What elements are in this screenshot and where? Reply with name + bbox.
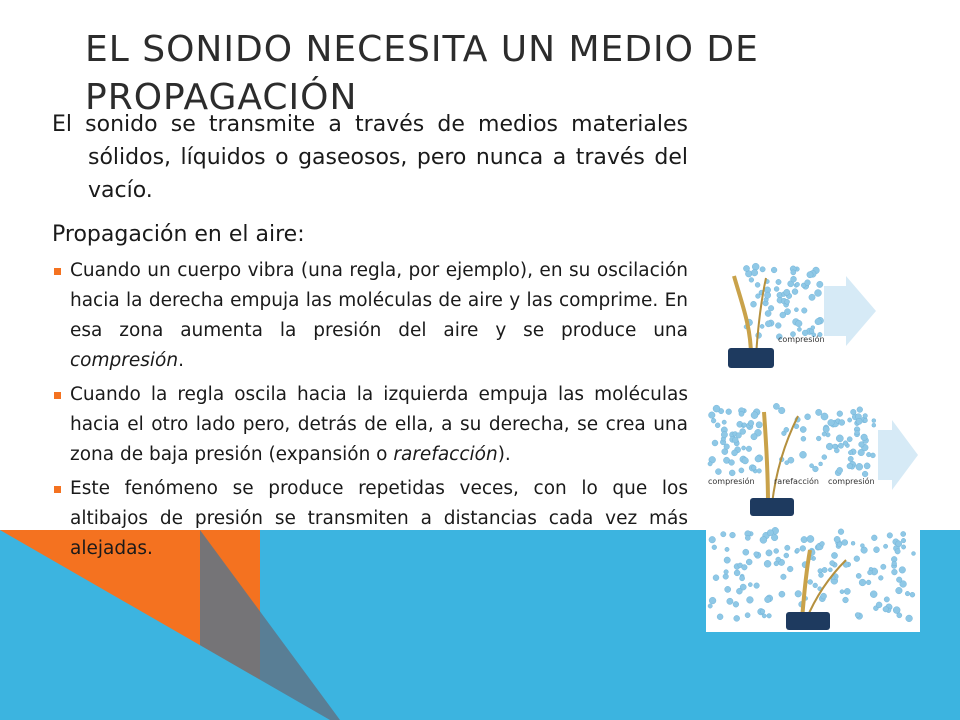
bullet-item-repetition — [52, 474, 688, 564]
molecule-dot — [791, 276, 797, 282]
molecule-dot — [870, 591, 877, 598]
molecule-dot — [760, 267, 765, 272]
molecule-dot — [778, 407, 785, 414]
molecule-dot — [721, 432, 727, 438]
molecule-dot — [870, 453, 875, 458]
molecule-dot — [787, 566, 793, 572]
molecule-dot — [837, 467, 843, 473]
molecule-dot — [749, 278, 754, 283]
base-clamp-icon — [728, 348, 774, 368]
molecule-dot — [856, 573, 861, 578]
molecule-dot — [861, 434, 868, 441]
molecule-dot — [774, 549, 779, 554]
molecule-dot — [843, 597, 849, 603]
molecule-dot — [724, 570, 729, 575]
molecule-dot — [866, 452, 871, 457]
molecule-dot — [756, 422, 762, 428]
molecule-dot — [896, 577, 902, 583]
molecule-dot — [755, 282, 760, 287]
molecule-dot — [838, 443, 843, 448]
molecule-dot — [795, 591, 802, 598]
molecule-dot — [866, 580, 871, 585]
molecule-dot — [776, 557, 781, 562]
molecule-dot — [897, 613, 902, 618]
bullet-item-rarefaction — [52, 380, 688, 470]
molecule-dot — [847, 437, 852, 442]
molecule-dot — [740, 576, 745, 581]
molecule-dot — [892, 569, 898, 575]
molecule-dot — [807, 272, 813, 278]
molecule-dot — [819, 462, 823, 466]
molecule-dot — [768, 305, 774, 311]
molecule-dot — [851, 541, 855, 545]
bullet-text-end: . — [178, 350, 184, 371]
molecule-dot — [751, 301, 757, 307]
molecule-dot — [755, 456, 761, 462]
molecule-dot — [726, 409, 732, 415]
molecule-dot — [765, 321, 771, 327]
molecule-dot — [810, 464, 814, 468]
molecule-dot — [784, 553, 789, 558]
molecule-dot — [816, 409, 822, 415]
molecule-dot — [896, 541, 902, 547]
molecule-dot — [859, 579, 866, 586]
molecule-dot — [751, 412, 758, 419]
molecule-dot — [884, 597, 889, 602]
arrow-right-icon — [878, 420, 918, 490]
molecule-dot — [760, 609, 765, 614]
intro-paragraph: El sonido se transmite a través de medios materiales sólidos, líquidos o gaseosos, pero nunca a través del vacío. — [52, 112, 688, 203]
molecule-dot — [811, 326, 815, 330]
molecule-dot — [805, 414, 811, 420]
molecule-dot — [848, 418, 852, 422]
molecule-dot — [765, 596, 771, 602]
molecule-dot — [861, 547, 868, 554]
molecule-dot — [784, 427, 789, 432]
molecule-dot — [725, 586, 731, 592]
molecule-dot — [826, 443, 833, 450]
molecule-dot — [823, 426, 829, 432]
molecule-dot — [843, 441, 848, 446]
molecule-dot — [773, 403, 779, 409]
molecule-dot — [734, 570, 740, 576]
molecule-dot — [796, 320, 803, 327]
molecule-dot — [779, 591, 785, 597]
compression-label-right: compresión — [828, 477, 875, 486]
molecule-dot — [734, 615, 740, 621]
molecule-dot — [821, 413, 828, 420]
molecule-dot — [822, 567, 827, 572]
molecule-dot — [771, 534, 778, 541]
molecule-dot — [855, 430, 860, 435]
molecule-dot — [837, 411, 843, 417]
molecule-dot — [821, 593, 827, 599]
molecule-dot — [800, 546, 806, 552]
molecule-dot — [764, 292, 770, 298]
molecule-dot — [901, 538, 906, 543]
molecule-dot — [751, 434, 757, 440]
molecule-dot — [802, 308, 808, 314]
molecule-dot — [892, 561, 897, 566]
molecule-dot — [860, 544, 864, 548]
molecule-dot — [905, 591, 910, 596]
illustration-repetition — [706, 524, 920, 632]
molecule-dot — [828, 568, 832, 572]
molecule-dot — [794, 308, 798, 312]
molecule-dot — [872, 423, 876, 427]
bullet-text: Cuando un cuerpo vibra (una regla, por ejemplo), en su oscilación hacia la derecha empuja las moléculas de aire y las comprime. En esa zona aumenta la presión del aire y se produce una — [70, 260, 688, 341]
molecule-dot — [715, 469, 721, 475]
molecule-dot — [840, 590, 844, 594]
molecule-dot — [801, 536, 807, 542]
molecule-dot — [805, 280, 811, 286]
molecule-dot — [742, 423, 746, 427]
molecule-dot — [887, 533, 893, 539]
molecule-dot — [729, 470, 735, 476]
illustration-compression — [706, 256, 920, 376]
molecule-dot — [785, 545, 790, 550]
molecule-dot — [785, 461, 789, 465]
molecule-dot — [784, 289, 790, 295]
ruler-icon — [802, 550, 810, 620]
bullet-emphasis: compresión — [70, 350, 179, 371]
molecule-dot — [760, 324, 764, 328]
molecule-dot — [808, 580, 813, 585]
molecule-dot — [848, 456, 853, 461]
molecule-dot — [781, 574, 787, 580]
molecule-dot — [791, 270, 796, 275]
molecule-dot — [722, 420, 726, 424]
molecule-dot — [839, 420, 845, 426]
molecule-dot — [836, 435, 843, 442]
molecule-dot — [717, 614, 723, 620]
molecule-dot — [746, 559, 752, 565]
molecule-dot — [809, 294, 815, 300]
molecule-dot — [878, 576, 883, 581]
molecule-dot — [765, 310, 771, 316]
molecule-dot — [834, 536, 840, 542]
bullet-list — [52, 256, 688, 564]
molecule-dot — [708, 462, 712, 466]
molecule-dot — [838, 529, 844, 535]
molecule-dot — [831, 552, 837, 558]
molecule-dot — [857, 407, 863, 413]
slide-title: EL SONIDO NECESITA UN MEDIO DE PROPAGACIÓN — [85, 29, 759, 118]
rarefaction-label: rarefacción — [774, 477, 819, 486]
molecule-dot — [872, 419, 876, 423]
molecule-dot — [817, 281, 823, 287]
molecule-dot — [725, 547, 729, 551]
molecule-dot — [760, 536, 767, 543]
molecule-dot — [708, 604, 712, 608]
bullet-text: Cuando la regla oscila hacia la izquierda empuja las moléculas hacia el otro lado pero, detrás de ella, a su derecha, se crea una zona de baja presión (expansión o — [70, 384, 688, 465]
molecule-dot — [901, 545, 905, 549]
molecule-dot — [837, 542, 842, 547]
molecule-dot — [709, 597, 716, 604]
molecule-dot — [856, 418, 862, 424]
molecule-dot — [851, 409, 857, 415]
molecule-dot — [752, 263, 759, 270]
compression-label-left: compresión — [708, 477, 755, 486]
molecule-dot — [764, 560, 771, 567]
molecule-dot — [748, 583, 752, 587]
molecule-dot — [748, 420, 754, 426]
molecule-dot — [896, 587, 903, 594]
molecule-dot — [910, 592, 915, 597]
molecule-dot — [742, 565, 748, 571]
molecule-dot — [746, 446, 752, 452]
molecule-dot — [780, 312, 786, 318]
slide-content — [52, 108, 688, 568]
molecule-dot — [864, 463, 870, 469]
molecule-dot — [754, 583, 760, 589]
molecule-dot — [732, 450, 738, 456]
molecule-dot — [844, 588, 850, 594]
molecule-dot — [771, 267, 777, 273]
molecule-dot — [766, 550, 772, 556]
molecule-dot — [815, 318, 821, 324]
bullet-marker-icon — [54, 268, 61, 275]
molecule-dot — [912, 552, 916, 556]
molecule-dot — [743, 265, 749, 271]
molecule-dot — [785, 299, 790, 304]
molecule-dot — [775, 323, 781, 329]
molecule-dot — [820, 541, 825, 546]
molecule-dot — [736, 588, 742, 594]
molecule-dot — [895, 549, 900, 554]
molecule-dot — [854, 556, 860, 562]
bullet-emphasis: rarefacción — [393, 444, 498, 465]
molecule-dot — [709, 412, 716, 419]
molecule-dot — [874, 547, 880, 553]
molecule-dot — [729, 460, 735, 466]
rarefaction-diagram — [706, 400, 920, 518]
bullet-marker-icon — [54, 392, 61, 399]
illustration-rarefaction — [706, 400, 920, 518]
molecule-dot — [754, 552, 759, 557]
molecule-dot — [842, 540, 848, 546]
molecule-dot — [859, 442, 865, 448]
molecule-dot — [856, 463, 863, 470]
molecule-dot — [800, 426, 806, 432]
compression-diagram — [706, 256, 920, 376]
repetition-diagram — [706, 524, 920, 632]
molecule-dot — [742, 446, 746, 450]
molecule-dot — [901, 531, 906, 536]
molecule-dot — [774, 287, 779, 292]
molecule-dot — [711, 418, 716, 423]
bullet-item-compression — [52, 256, 688, 376]
molecule-dot — [739, 411, 744, 416]
molecule-dot — [795, 548, 799, 552]
bullet-marker-icon — [54, 486, 61, 493]
molecule-dot — [727, 598, 733, 604]
molecule-dot — [745, 613, 750, 618]
molecule-dot — [828, 419, 835, 426]
molecule-dot — [807, 535, 814, 542]
molecule-dot — [712, 545, 717, 550]
molecule-dot — [724, 557, 730, 563]
molecule-dot — [743, 549, 749, 555]
molecule-dot — [847, 463, 853, 469]
molecule-dot — [855, 613, 860, 618]
molecule-dot — [713, 575, 719, 581]
molecule-dot — [721, 532, 726, 537]
ruler-icon — [764, 412, 768, 504]
molecule-dot — [739, 468, 744, 473]
molecule-dot — [747, 597, 754, 604]
molecule-dot — [732, 437, 738, 443]
molecule-dot — [757, 469, 762, 474]
subheading: Propagación en el aire: — [52, 222, 305, 247]
molecule-dot — [906, 615, 913, 622]
molecule-dot — [792, 289, 798, 295]
molecule-dot — [848, 450, 852, 454]
molecule-dot — [751, 465, 756, 470]
molecule-dot — [899, 567, 906, 574]
molecule-dot — [813, 583, 818, 588]
molecule-dot — [833, 444, 838, 449]
base-clamp-icon — [750, 498, 794, 516]
molecule-dot — [822, 455, 827, 460]
molecule-dot — [800, 451, 807, 458]
molecule-dot — [709, 536, 716, 543]
molecule-dot — [767, 614, 772, 619]
molecules-cluster — [743, 263, 823, 340]
molecule-dot — [745, 535, 750, 540]
molecule-dot — [863, 414, 868, 419]
molecule-dot — [733, 601, 739, 607]
ruler-icon — [734, 276, 751, 356]
molecule-dot — [723, 574, 729, 580]
bullet-text: Este fenómeno se produce repetidas veces, con lo que los altibajos de presión se transmiten a distancias cada vez más alejadas. — [70, 478, 688, 559]
molecule-dot — [797, 327, 801, 331]
molecule-dot — [868, 570, 873, 575]
molecule-dot — [830, 561, 835, 566]
molecule-dot — [871, 535, 877, 541]
molecule-dot — [712, 440, 718, 446]
arrow-right-icon — [824, 276, 876, 346]
molecule-dot — [730, 532, 736, 538]
molecule-dot — [751, 269, 758, 276]
ruler-blur-icon — [756, 278, 766, 356]
molecule-dot — [883, 544, 887, 548]
molecule-dot — [801, 436, 806, 441]
molecule-dot — [819, 573, 824, 578]
molecule-dot — [815, 290, 822, 297]
molecule-dot — [713, 405, 720, 412]
molecule-dot — [863, 418, 867, 422]
bullet-text-end: ). — [497, 444, 511, 465]
molecule-dot — [795, 282, 799, 286]
molecule-dot — [724, 444, 730, 450]
molecule-dot — [883, 606, 889, 612]
molecule-dot — [715, 423, 720, 428]
molecule-dot — [816, 436, 821, 441]
base-clamp-icon — [786, 612, 830, 630]
molecules-cluster — [708, 403, 876, 477]
molecule-dot — [876, 602, 882, 608]
compression-label: compresión — [778, 335, 825, 344]
molecule-dot — [881, 564, 886, 569]
molecule-dot — [742, 457, 749, 464]
molecule-dot — [776, 279, 781, 284]
